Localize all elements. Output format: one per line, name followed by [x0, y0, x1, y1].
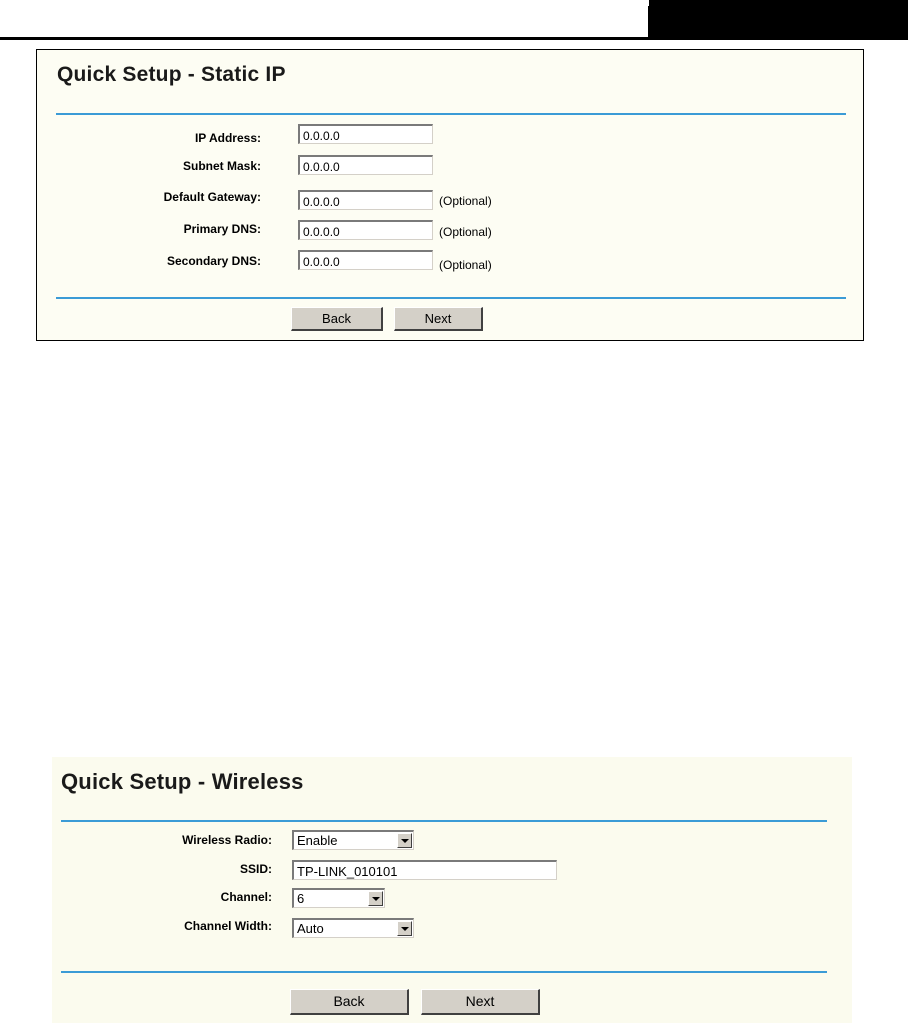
chevron-down-icon — [401, 839, 409, 843]
primary-dns-label: Primary DNS: — [183, 222, 261, 236]
ip-address-input[interactable] — [298, 124, 433, 144]
header-black-block — [648, 0, 908, 40]
primary-dns-optional-note: (Optional) — [439, 225, 492, 239]
wireless-radio-label: Wireless Radio: — [182, 833, 272, 847]
ssid-input[interactable] — [292, 860, 557, 880]
primary-dns-input[interactable] — [298, 220, 433, 240]
ssid-label: SSID: — [239, 862, 272, 876]
channel-label: Channel: — [220, 890, 272, 904]
default-gateway-optional-note: (Optional) — [439, 194, 492, 208]
secondary-dns-label: Secondary DNS: — [166, 254, 261, 268]
static-ip-next-button[interactable]: Next — [394, 307, 483, 331]
wireless-radio-dropdown-button[interactable] — [397, 833, 412, 848]
static-ip-top-rule — [56, 113, 846, 115]
default-gateway-label: Default Gateway: — [163, 190, 261, 204]
wireless-panel — [52, 757, 852, 1023]
static-ip-panel — [36, 49, 864, 341]
wireless-bottom-rule — [61, 971, 827, 973]
static-ip-back-button[interactable]: Back — [291, 307, 383, 331]
wireless-radio-value: Enable — [297, 833, 338, 848]
header-notch — [648, 0, 649, 6]
default-gateway-input[interactable] — [298, 190, 433, 210]
wireless-back-button[interactable]: Back — [290, 989, 409, 1015]
channel-select[interactable] — [292, 888, 385, 908]
chevron-down-icon — [401, 927, 409, 931]
subnet-mask-label: Subnet Mask: — [182, 159, 261, 173]
wireless-title: Quick Setup - Wireless — [61, 769, 304, 794]
wireless-top-rule — [61, 820, 827, 822]
secondary-dns-optional-note: (Optional) — [439, 258, 492, 272]
wireless-next-button[interactable]: Next — [421, 989, 540, 1015]
channel-width-label: Channel Width: — [184, 919, 272, 933]
channel-width-dropdown-button[interactable] — [397, 921, 412, 936]
wireless-radio-select[interactable] — [292, 830, 414, 850]
static-ip-title: Quick Setup - Static IP — [57, 63, 286, 86]
chevron-down-icon — [372, 897, 380, 901]
channel-width-select[interactable] — [292, 918, 414, 938]
static-ip-bottom-rule — [56, 297, 846, 299]
channel-dropdown-button[interactable] — [368, 891, 383, 906]
channel-value: 6 — [297, 891, 305, 906]
channel-width-value: Auto — [297, 921, 324, 936]
ip-address-label: IP Address: — [194, 131, 261, 145]
secondary-dns-input[interactable] — [298, 250, 433, 270]
subnet-mask-input[interactable] — [298, 155, 433, 175]
